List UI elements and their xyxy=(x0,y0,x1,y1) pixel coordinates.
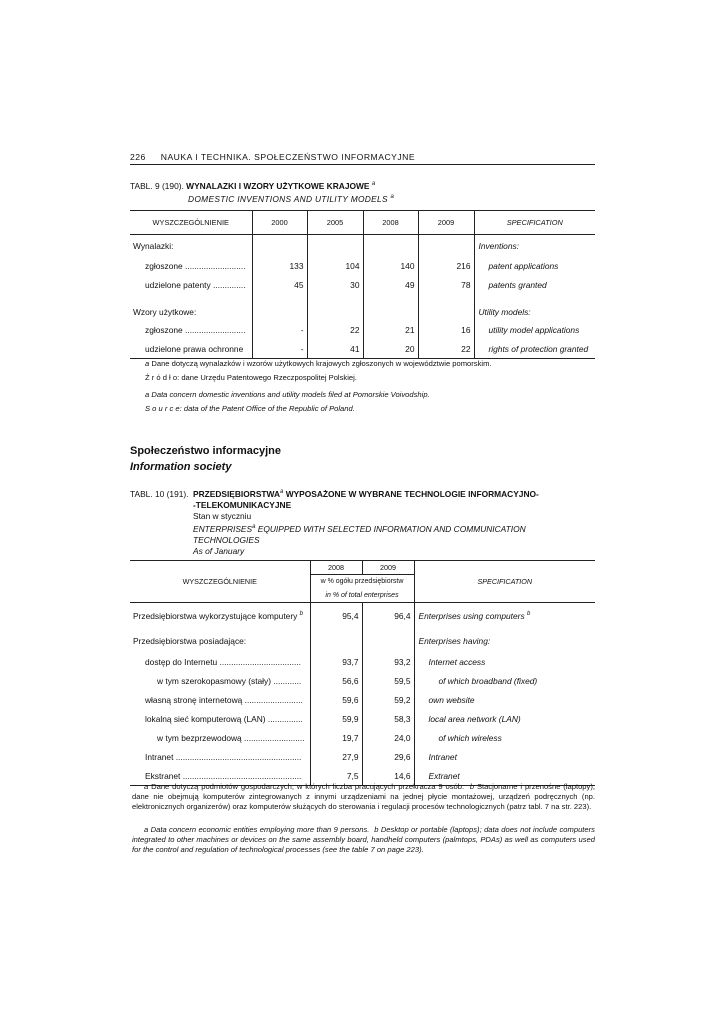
t10-r2-en: Internet access xyxy=(414,653,595,672)
t9-r1-en: patent applications xyxy=(474,257,595,276)
t10-title-en-3: TECHNOLOGIES xyxy=(193,535,260,545)
t10-r0-en-text: Enterprises using computers xyxy=(418,610,525,621)
t9-footnote-en xyxy=(145,390,430,400)
running-title: NAUKA I TECHNIKA. SPOŁECZEŃSTWO INFORMACYJNE xyxy=(160,152,416,162)
t9-col-en: SPECIFICATION xyxy=(474,211,595,235)
t9-col-2000: 2000 xyxy=(252,211,307,235)
t9-r1-v3: 216 xyxy=(418,257,474,276)
t10-fn-pl-a: Dane dotyczą podmiotów gospodarczych, w których liczba pracujących przekracza 9 osób. xyxy=(151,782,465,791)
t10-r2-pl: dostęp do Internetu ................................... xyxy=(145,657,301,667)
t10-r5-pl: lokalną sieć komputerową (LAN) ............... xyxy=(145,714,303,724)
page-number: 226 xyxy=(130,152,146,162)
t10-fn-pl-b: Stacjonarne i przenośne (laptopy); dane nie obejmują komputerów zintegrowanych z innymi urządzeniami na jednej płycie montażowej, urządzeń podręcznych (np. elektronicznych organizerów) oraz komputerów służących do sterowania i regulacji procesów technologicznych (patrz tabl. 7 na str. 223). xyxy=(132,782,595,811)
t10-col-pl: WYSZCZEGÓLNIENIE xyxy=(130,561,310,603)
table-row xyxy=(130,295,595,321)
table-row xyxy=(130,748,595,767)
t9-r4-v3: 16 xyxy=(418,321,474,340)
t10-note-mark-en: a xyxy=(252,524,256,530)
table9 xyxy=(130,210,595,359)
table9-title-pl: WYNALAZKI I WZORY UŻYTKOWE KRAJOWE xyxy=(186,181,370,191)
t9-r4-en: utility model applications xyxy=(474,321,595,340)
t10-title-en-1: ENTERPRISES xyxy=(193,524,253,534)
t9-source-pl-label: Ź r ó d ł o: xyxy=(145,373,180,382)
t10-title-pl-2: WYPOSAŻONE W WYBRANE TECHNOLOGIE INFORMACYJNO- xyxy=(285,489,539,499)
t9-r5-pl: udzielone prawa ochronne xyxy=(145,343,244,354)
t9-fn-mark-en: a xyxy=(145,390,150,399)
t9-source-en xyxy=(145,404,355,414)
t9-r3-v1 xyxy=(307,295,363,321)
t10-r1-v0 xyxy=(310,629,362,653)
t10-r3-v0: 56,6 xyxy=(310,672,362,691)
t10-unit-en: in % of total enterprises xyxy=(310,589,414,603)
table9-header-row xyxy=(130,211,595,235)
t10-unit-pl: w % ogółu przedsiębiorstw xyxy=(310,575,414,589)
header-rule xyxy=(130,164,595,165)
t10-r5-v0: 59,9 xyxy=(310,710,362,729)
t10-r8-v1: 14,6 xyxy=(362,767,414,786)
t10-r0-en xyxy=(414,603,595,629)
t10-fn-pl-mark-b: b xyxy=(469,782,475,791)
t10-header-row-1 xyxy=(130,561,595,575)
t9-fn-pl-text: Dane dotyczą wynalazków i wzorów użytkowych krajowych zgłoszonych w województwie pomorskim. xyxy=(151,359,492,368)
t9-col-2005: 2005 xyxy=(307,211,363,235)
t9-source-pl xyxy=(145,373,357,383)
table-row xyxy=(130,672,595,691)
t9-fn-en-text: Data concern domestic inventions and utility models filed at Pomorskie Voivodship. xyxy=(151,390,430,399)
table-row xyxy=(130,321,595,340)
t9-r2-v3: 78 xyxy=(418,276,474,295)
t9-r1-v0: 133 xyxy=(252,257,307,276)
t10-r0-v0: 95,4 xyxy=(310,603,362,629)
t10-r7-pl: Intranet ...................................................... xyxy=(145,752,302,762)
t9-r2-v0: 45 xyxy=(252,276,307,295)
t10-r1-en: Enterprises having: xyxy=(414,629,595,653)
t10-r5-v1: 58,3 xyxy=(362,710,414,729)
t9-r5-v2: 20 xyxy=(363,340,418,359)
section-title-en: Information society xyxy=(130,461,232,473)
t10-r1-v1 xyxy=(362,629,414,653)
t9-r0-v3 xyxy=(418,235,474,257)
t9-r3-pl: Wzory użytkowe: xyxy=(133,306,197,317)
t10-fn-pl-mark-a: a xyxy=(144,782,149,791)
t9-r1-v2: 140 xyxy=(363,257,418,276)
t9-r0-v2 xyxy=(363,235,418,257)
t10-year-2009: 2009 xyxy=(362,561,414,575)
table9-note-mark: a xyxy=(371,181,376,187)
t10-r4-en: own website xyxy=(414,691,595,710)
t9-r2-v2: 49 xyxy=(363,276,418,295)
t10-r8-pl: Ekstranet ................................................... xyxy=(145,770,302,781)
table9-title xyxy=(130,181,375,192)
t9-r5-v1: 41 xyxy=(307,340,363,359)
t10-footnote-en xyxy=(132,825,595,855)
t10-r1-pl: Przedsiębiorstwa posiadające: xyxy=(133,635,247,646)
t9-r1-pl: zgłoszone .......................... xyxy=(145,261,246,271)
t9-r3-v0 xyxy=(252,295,307,321)
t10-r0-pl xyxy=(130,603,310,629)
table9-title-en: DOMESTIC INVENTIONS AND UTILITY MODELS xyxy=(188,194,388,204)
t9-r3-v2 xyxy=(363,295,418,321)
t10-title-pl-3: -TELEKOMUNIKACYJNE xyxy=(193,500,292,510)
table9-label: TABL. 9 (190). xyxy=(130,181,184,191)
t10-r3-en: of which broadband (fixed) xyxy=(414,672,595,691)
t10-r7-v1: 29,6 xyxy=(362,748,414,767)
t10-r8-v0: 7,5 xyxy=(310,767,362,786)
t9-r3-v3 xyxy=(418,295,474,321)
t9-r4-v2: 21 xyxy=(363,321,418,340)
t10-r4-v1: 59,2 xyxy=(362,691,414,710)
table-row xyxy=(130,653,595,672)
t10-footnote-pl xyxy=(132,782,595,812)
t9-r5-v0: - xyxy=(252,340,307,359)
t10-r4-pl: własną stronę internetową ......................... xyxy=(145,695,303,705)
t10-r8-en: Extranet xyxy=(414,767,595,786)
t10-title-en-2: EQUIPPED WITH SELECTED INFORMATION AND COMMUNICATION xyxy=(257,524,526,534)
running-header xyxy=(130,152,415,162)
t9-r3-en: Utility models: xyxy=(474,295,595,321)
t10-fn-en-b: Desktop or portable (laptops); data does not include computers integrated to other machines or devices on the same assembly board, handheld computers (palmtops, PDAs) as well as computers used for the control and regulation of technological processes (see the table 7 on page 223). xyxy=(132,825,595,854)
t10-r2-v0: 93,7 xyxy=(310,653,362,672)
t10-r6-pl: w tym bezprzewodową .......................... xyxy=(157,733,305,743)
table-row xyxy=(130,276,595,295)
t9-col-2009: 2009 xyxy=(418,211,474,235)
t9-col-2008: 2008 xyxy=(363,211,418,235)
t10-r7-v0: 27,9 xyxy=(310,748,362,767)
t10-r0-v1: 96,4 xyxy=(362,603,414,629)
table-row xyxy=(130,710,595,729)
t10-r6-v1: 24,0 xyxy=(362,729,414,748)
t10-col-en: SPECIFICATION xyxy=(414,561,595,603)
t10-r3-v1: 59,5 xyxy=(362,672,414,691)
t10-sub-en: As of January xyxy=(193,546,245,556)
t10-r0-sup: b xyxy=(299,610,303,617)
t9-r2-pl: udzielone patenty .............. xyxy=(145,280,246,290)
table-row xyxy=(130,340,595,359)
section-title-pl: Społeczeństwo informacyjne xyxy=(130,445,281,457)
t9-source-en-label: S o u r c e: xyxy=(145,404,182,413)
t9-source-pl-text: dane Urzędu Patentowego Rzeczpospolitej Polskiej. xyxy=(181,373,357,382)
t9-r5-en: rights of protection granted xyxy=(474,340,595,359)
t10-r7-en: Intranet xyxy=(414,748,595,767)
t10-r6-en: of which wireless xyxy=(414,729,595,748)
t9-r4-pl: zgłoszone .......................... xyxy=(145,325,246,335)
t10-r2-v1: 93,2 xyxy=(362,653,414,672)
t9-r0-pl: Wynalazki: xyxy=(133,240,174,251)
table10 xyxy=(130,560,595,786)
table10-label: TABL. 10 (191). xyxy=(130,489,189,499)
table-row xyxy=(130,603,595,629)
t9-r0-v1 xyxy=(307,235,363,257)
t10-r5-en: local area network (LAN) xyxy=(414,710,595,729)
table10-title-en xyxy=(193,524,595,557)
t9-r1-v1: 104 xyxy=(307,257,363,276)
t10-r0-pl-text: Przedsiębiorstwa wykorzystujące komputery xyxy=(133,610,298,621)
t9-source-en-text: data of the Patent Office of the Republic of Poland. xyxy=(183,404,355,413)
t9-r4-v1: 22 xyxy=(307,321,363,340)
table10-title xyxy=(193,489,595,522)
t10-r6-v0: 19,7 xyxy=(310,729,362,748)
t9-r5-v3: 22 xyxy=(418,340,474,359)
t10-title-pl-1: PRZEDSIĘBIORSTWA xyxy=(193,489,281,499)
table-row xyxy=(130,629,595,653)
t10-fn-en-a: Data concern economic entities employing more than 9 persons. xyxy=(150,825,370,834)
t9-col-pl: WYSZCZEGÓLNIENIE xyxy=(152,218,229,227)
t9-fn-mark: a xyxy=(145,359,150,368)
table-row xyxy=(130,257,595,276)
t9-footnote-pl xyxy=(145,359,492,369)
t9-r2-en: patents granted xyxy=(474,276,595,295)
t10-r4-v0: 59,6 xyxy=(310,691,362,710)
t10-fn-en-mark-b: b xyxy=(374,825,379,834)
table-row xyxy=(130,691,595,710)
table-row xyxy=(130,235,595,257)
table9-title-en-line xyxy=(188,194,394,205)
t10-r0-sup-en: b xyxy=(526,610,531,617)
t9-r2-v1: 30 xyxy=(307,276,363,295)
t10-year-2008: 2008 xyxy=(310,561,362,575)
table-row xyxy=(130,729,595,748)
t10-fn-en-mark-a: a xyxy=(144,825,149,834)
t9-r0-v0 xyxy=(252,235,307,257)
t10-note-mark: a xyxy=(280,489,284,495)
table9-note-mark-en: a xyxy=(390,194,395,200)
t9-r4-v0: - xyxy=(252,321,307,340)
t10-sub-pl: Stan w styczniu xyxy=(193,511,252,521)
t10-r3-pl: w tym szerokopasmowy (stały) ............ xyxy=(157,676,302,686)
t9-r0-en: Inventions: xyxy=(474,235,595,257)
